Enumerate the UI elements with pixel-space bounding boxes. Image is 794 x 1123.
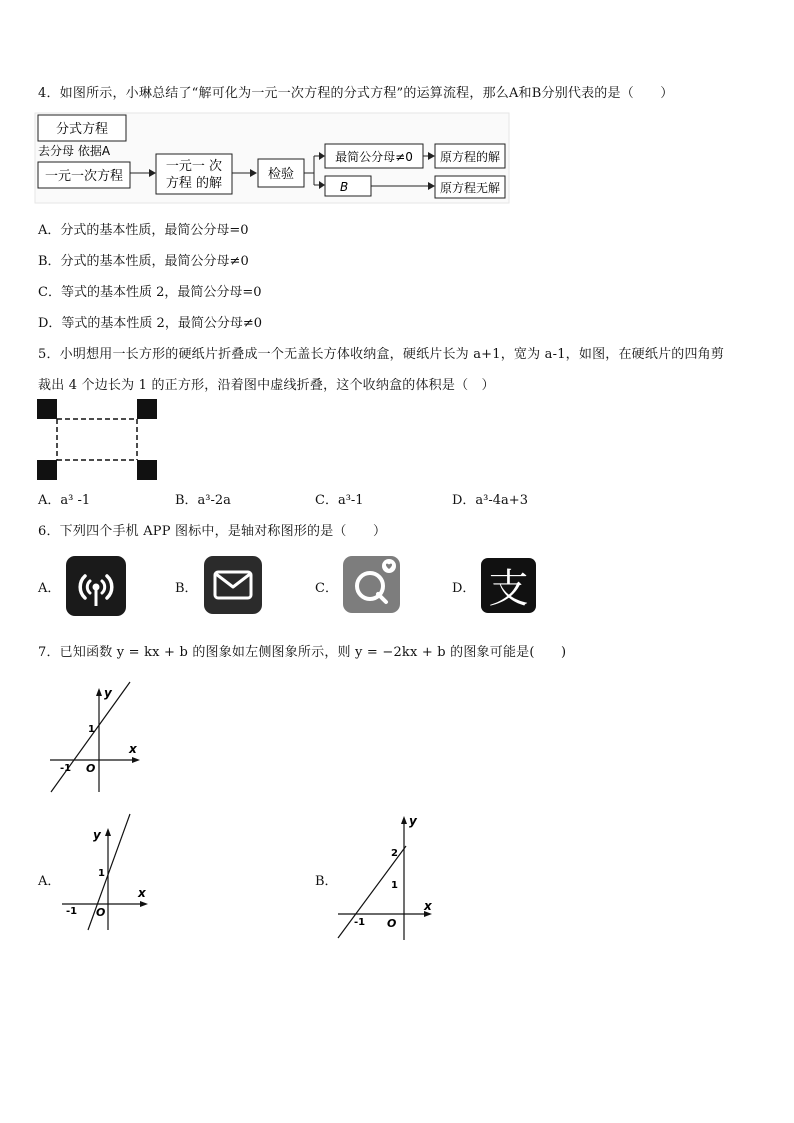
svg-text:-1: -1 (60, 763, 72, 774)
flow-box3-line2: 方程 的解 (165, 176, 223, 191)
svg-text:-1: -1 (66, 906, 78, 917)
flow-box3-line1: 一元一 次 (165, 159, 223, 174)
svg-text:y: y (93, 828, 101, 842)
corner-square (37, 399, 57, 419)
q7-graph-b (334, 812, 444, 942)
q7-label-a: A． (38, 874, 61, 889)
q4-option-b: B．分式的基本性质，最简公分母≠0 (38, 254, 249, 269)
q4-option-c: C．等式的基本性质 2，最简公分母=0 (38, 285, 262, 300)
svg-text:1: 1 (391, 880, 398, 891)
q4-stem: 4．如图所示，小琳总结了“解可化为一元一次方程的分式方程”的运算流程，那么A和B分别代表的是（ ） (38, 86, 674, 101)
q4-flowchart (34, 112, 510, 204)
q4-option-a: A．分式的基本性质，最简公分母=0 (38, 223, 249, 238)
svg-text:x: x (424, 899, 432, 913)
q6-label-d: D． (452, 581, 476, 596)
graph-line (51, 682, 130, 792)
q5-option-a: A．a³ -1 (38, 493, 91, 508)
alipay-icon (481, 558, 536, 613)
svg-text:O: O (86, 762, 96, 775)
corner-square (137, 399, 157, 419)
svg-text:2: 2 (391, 848, 398, 859)
svg-text:1: 1 (88, 724, 95, 735)
q4-option-d: D．等式的基本性质 2，最简公分母≠0 (38, 316, 262, 331)
svg-text:O: O (96, 906, 106, 919)
q5-option-b: B．a³-2a (175, 493, 231, 508)
svg-text:O: O (387, 917, 397, 930)
flow-box1-label: 分式方程 (55, 122, 109, 137)
alipay-char: 支 (488, 566, 529, 612)
q7-stem: 7．已知函数 y = kx + b 的图象如左侧图象所示，则 y = −2kx + b 的图象可能是( ) (38, 645, 567, 660)
svg-text:x: x (129, 742, 137, 756)
q5-option-d: D．a³-4a+3 (452, 493, 528, 508)
wifi-key-icon (66, 556, 126, 616)
q7-label-b: B． (315, 874, 338, 889)
svg-text:y: y (104, 686, 112, 700)
corner-square (37, 460, 57, 480)
flow-box2-label: 一元一次方程 (44, 169, 124, 184)
flow-box6-label: 原方程的解 (439, 150, 501, 164)
q7-graph-a (58, 812, 158, 932)
q7-given-graph (46, 680, 146, 795)
svg-text:-1: -1 (354, 917, 366, 928)
q5-stem-line1: 5．小明想用一长方形的硬纸片折叠成一个无盖长方体收纳盒，硬纸片长为 a+1，宽为 a-1，如图，在硬纸片的四角剪 (38, 347, 725, 362)
q5-option-c: C．a³-1 (315, 493, 364, 508)
corner-square (137, 460, 157, 480)
flow-box7-label: B (340, 180, 349, 194)
q6-stem: 6．下列四个手机 APP 图标中，是轴对称图形的是（ ） (38, 524, 387, 539)
q5-paper-figure (36, 398, 160, 482)
mail-icon (204, 556, 262, 614)
q-search-icon (343, 556, 400, 613)
flow-box4-label: 检验 (267, 167, 295, 182)
flow-box8-label: 原方程无解 (439, 181, 501, 195)
flow-box5-label: 最简公分母≠0 (335, 150, 413, 164)
q5-stem-line2: 裁出 4 个边长为 1 的正方形，沿着图中虚线折叠，这个收纳盒的体积是（ ） (38, 378, 495, 393)
q6-label-b: B． (175, 581, 198, 596)
svg-text:y: y (409, 814, 417, 828)
q6-label-a: A． (38, 581, 61, 596)
svg-text:x: x (138, 886, 146, 900)
flow-arrow-label: 去分母 依据A (38, 144, 111, 158)
svg-text:1: 1 (98, 868, 105, 879)
q6-label-c: C． (315, 581, 338, 596)
